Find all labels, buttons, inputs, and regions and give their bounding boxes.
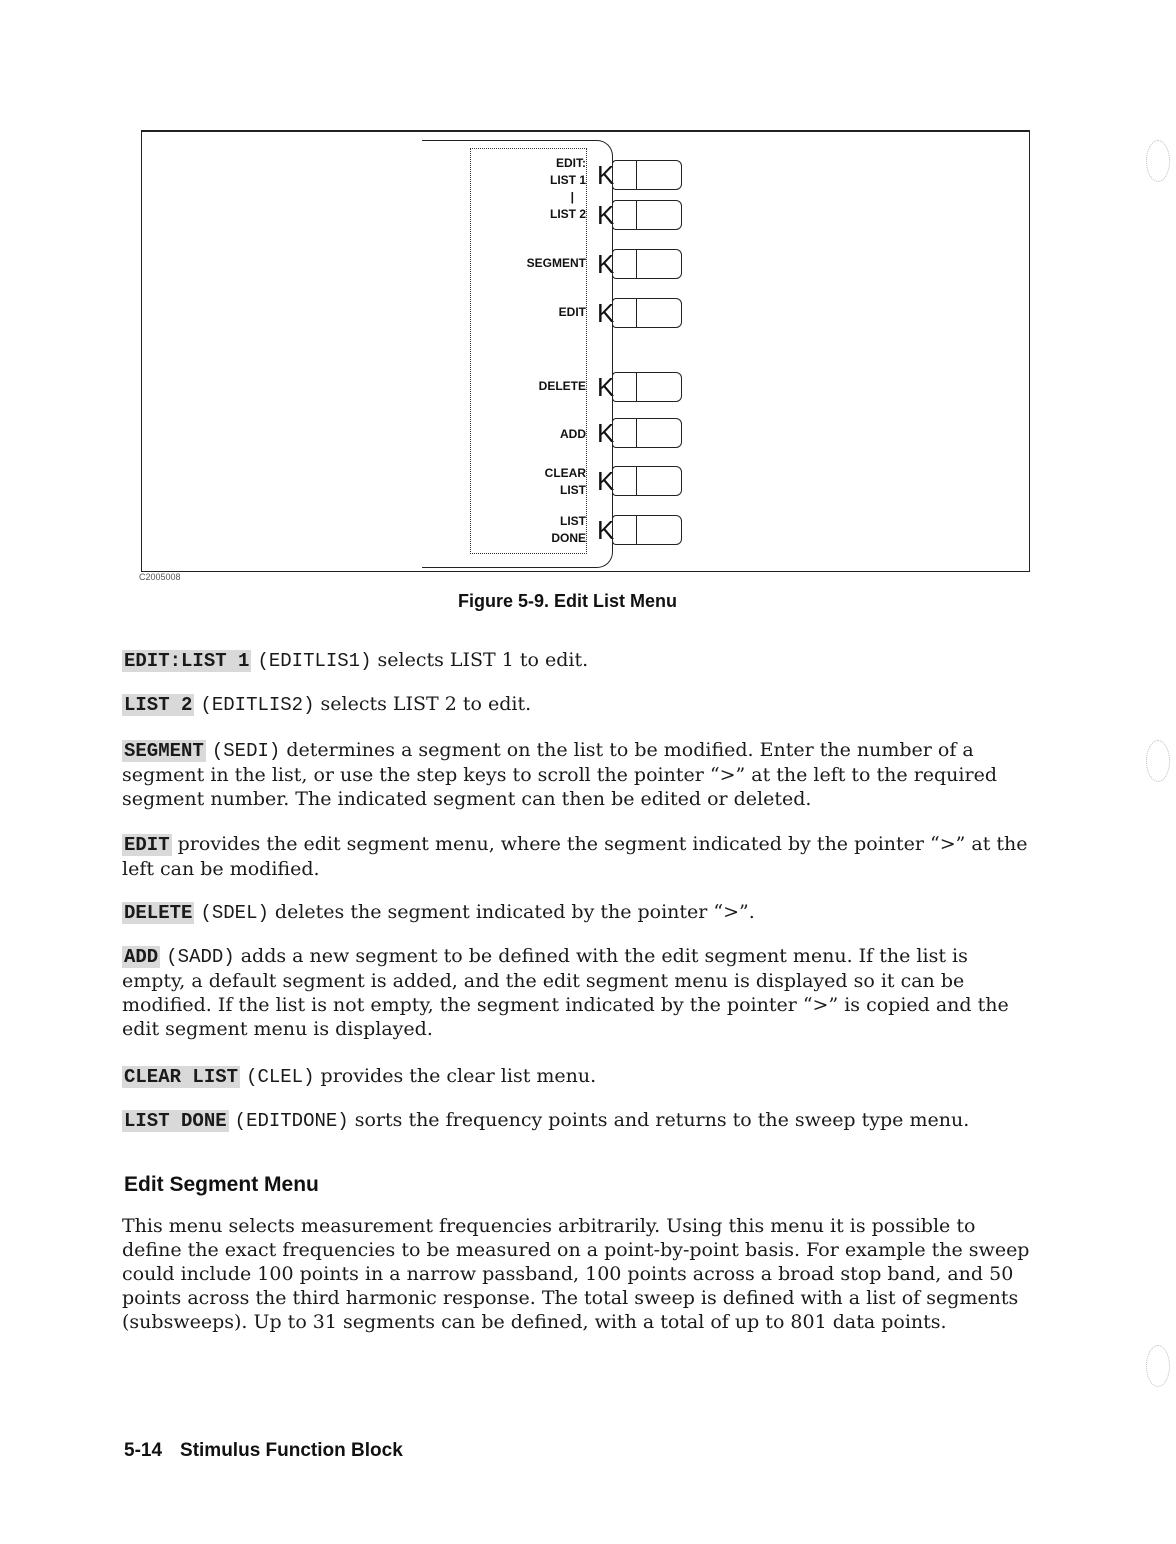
item-clear-list: CLEAR LIST (CLEL) provides the clear list menu.	[124, 1065, 597, 1088]
page-number: 5-14	[124, 1440, 163, 1461]
softkey-button: K	[597, 466, 683, 496]
softkey-button: K	[597, 298, 683, 328]
softkey-button: K	[597, 249, 683, 279]
softkey-label-edit-list1: EDIT: LIST 1 |	[549, 156, 586, 204]
item-list-done: LIST DONE (EDITDONE) sorts the frequency points and returns to the sweep type menu.	[124, 1109, 970, 1132]
softkey-button: K	[597, 160, 683, 190]
softkey-label-edit: EDIT	[558, 305, 586, 319]
punch-hole	[1146, 140, 1170, 182]
punch-hole	[1146, 740, 1170, 782]
softkey-button: K	[597, 372, 683, 402]
item-list2: LIST 2 (EDITLIS2) selects LIST 2 to edit.	[124, 693, 532, 716]
figure-id: C2005008	[139, 572, 181, 582]
section-heading: Edit Segment Menu	[124, 1173, 319, 1196]
softkey-label-list-done: LIST DONE	[551, 514, 586, 545]
item-add: ADD (SADD) adds a new segment to be defined with the edit segment menu. If the list is empty, a default segment is added, and the edit segment menu is displayed so it can be modified. If the list is not empty, the segment indicated by the pointer “>” is copied and the edit segment menu is displayed.	[122, 945, 1009, 1040]
softkey-label-list2: LIST 2	[549, 207, 586, 221]
item-edit-list1: EDIT:LIST 1 (EDITLIS1) selects LIST 1 to edit.	[124, 649, 589, 672]
softkey-label-delete: DELETE	[538, 379, 586, 393]
section-body: This menu selects measurement frequencies arbitrarily. Using this menu it is possible to define the exact frequencies to be measured on a point-by-point basis. For example the sweep could include 100 points in a narrow passband, 100 points across a broad stop band, and 50 points across the third harmonic response. The total sweep is defined with a list of segments (subsweeps). Up to 31 segments can be defined, with a total of up to 801 data points.	[122, 1215, 1030, 1333]
item-delete: DELETE (SDEL) deletes the segment indicated by the pointer “>”.	[124, 901, 755, 924]
softkey-label-add: ADD	[560, 427, 586, 441]
softkey-label-clear-list: CLEAR LIST	[544, 466, 586, 497]
item-segment: SEGMENT (SEDI) determines a segment on the list to be modified. Enter the number of a segment in the list, or use the step keys to scroll the pointer “>” at the left to the required segment number. The indicated segment can then be edited or deleted.	[122, 739, 997, 810]
figure-caption: Figure 5-9. Edit List Menu	[458, 591, 678, 611]
item-edit: EDIT provides the edit segment menu, where the segment indicated by the pointer “>” at the left can be modified.	[122, 833, 1028, 880]
softkey-button: K	[597, 418, 683, 448]
page-footer	[124, 1440, 421, 1462]
softkey-label-segment: SEGMENT	[526, 256, 586, 270]
softkey-menu-panel	[470, 148, 587, 554]
chapter-title: Stimulus Function Block	[180, 1440, 403, 1461]
punch-hole	[1146, 1345, 1170, 1387]
softkey-button: K	[597, 515, 683, 545]
softkey-button: K	[597, 200, 683, 230]
